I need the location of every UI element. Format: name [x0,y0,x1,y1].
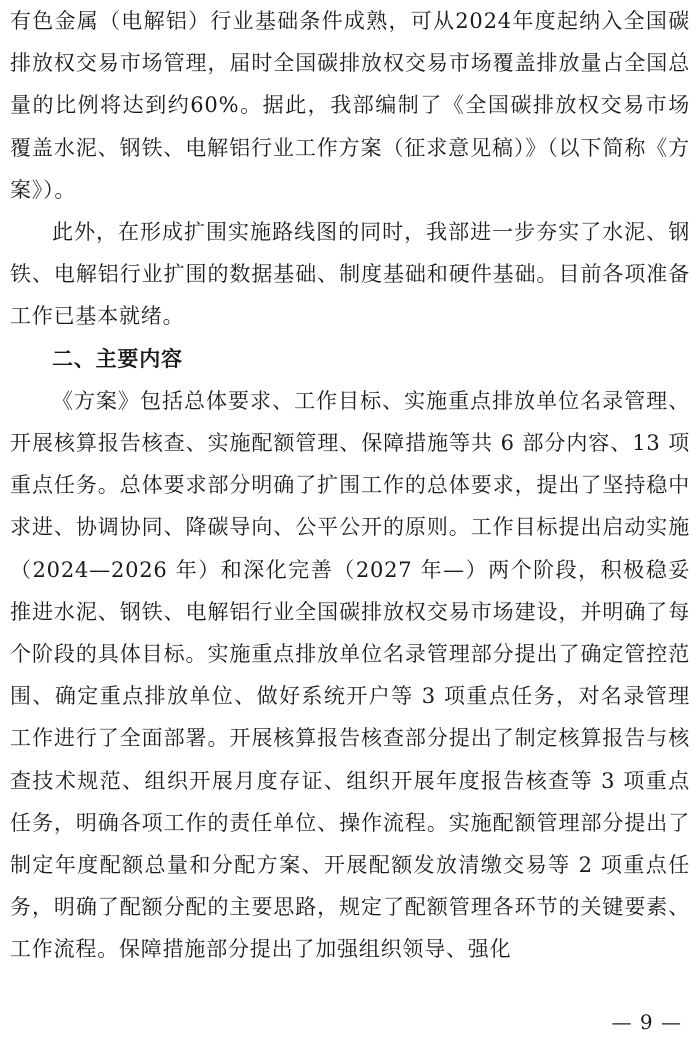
page-number: — 9 — [611,1010,682,1034]
section-heading: 二、主要内容 [52,346,183,371]
paragraph-preparation: 此外，在形成扩围实施路线图的同时，我部进一步夯实了水泥、钢铁、电解铝行业扩围的数据基础、制度基础和硬件基础。目前各项准备工作已基本就绪。 [10,220,690,329]
paragraph-main-content: 《方案》包括总体要求、工作目标、实施重点排放单位名录管理、开展核算报告核查、实施配额管理、保障措施等共 6 部分内容、13 项重点任务。总体要求部分明确了扩围工作的总体要求，提出了坚持稳中求进、协调协同、降碳导向、公平公开的原则。工作目标提出启动实施（2024—2026 年）和深化完善（2027 年—）两个阶段，积极稳妥推进水泥、钢铁、电解铝行业全国碳排放权交易市场建设，并明确了每个阶段的具体目标。实施重点排放单位名录管理部分提出了确定管控范围、确定重点排放单位、做好系统开户等 3 项重点任务，对名录管理工作进行了全面部署。开展核算报告核查部分提出了制定核算报告与核查技术规范、组织开展月度存证、组织开展年度报告核查等 3 项重点任务，明确各项工作的责任单位、操作流程。实施配额管理部分提出了制定年度配额总量和分配方案、开展配额发放清缴交易等 2 项重点任务，明确了配额分配的主要思路，规定了配额管理各环节的关键要素、工作流程。保障措施部分提出了加强组织领导、强化 [10,388,690,962]
document-body [10,0,690,971]
paragraph-continuation: 有色金属（电解铝）行业基础条件成熟，可从2024年度起纳入全国碳排放权交易市场管理，届时全国碳排放权交易市场覆盖排放量占全国总量的比例将达到约60%。据此，我部编制了《全国碳排放权交易市场覆盖水泥、钢铁、电解铝行业工作方案（征求意见稿）》（以下简称《方案》）。 [10,9,690,202]
